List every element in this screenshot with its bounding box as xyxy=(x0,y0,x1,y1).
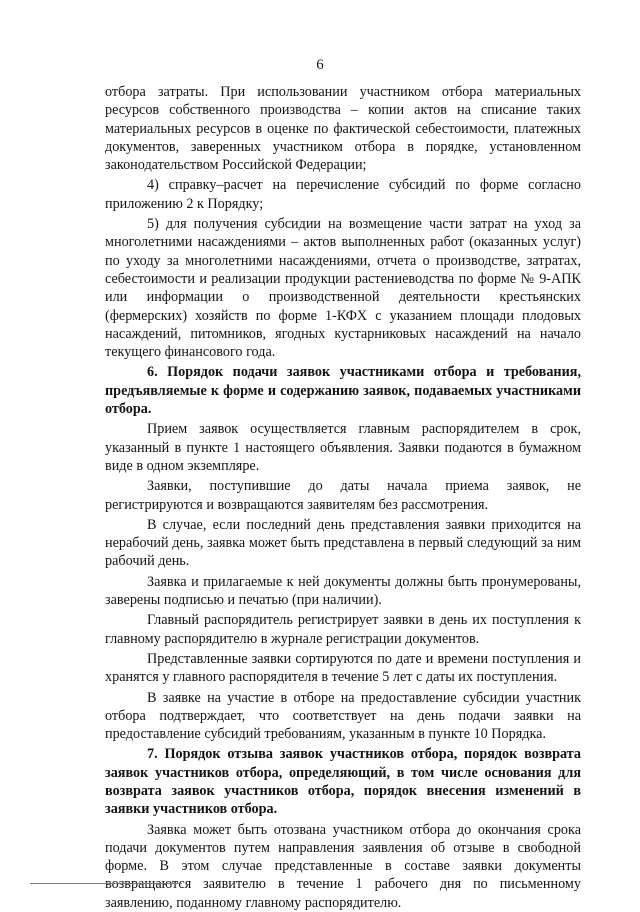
paragraph-registration: Главный распорядитель регистрирует заявки в день их поступления к главному распорядителю в журнале регистрации документов. xyxy=(105,612,581,647)
list-item-4-calculation: 4) справку–расчет на перечисление субсидий по форме согласно приложению 2 к Порядку; xyxy=(105,177,581,212)
list-item-5-perennial-plantings: 5) для получения субсидии на возмещение части затрат на уход за многолетними насаждениями – актов выполненных работ (оказанных услуг) по уходу за многолетними насаждениями, отчета о производстве, затратах, себестоимости и реализации продукции растениеводства по форме № 9-АПК или информации о производственной деятельности крестьянских (фермерских) хозяйств по форме 1-КФХ с указанием площади плодовых насаждений, питомников, ягодных кустарниковых насаждений на начало текущего финансового года. xyxy=(105,216,581,361)
paragraph-application-reception: Прием заявок осуществляется главным распорядителем в срок, указанный в пункте 1 настоящего объявления. Заявки подаются в бумажном виде в одном экземпляре. xyxy=(105,421,581,474)
paragraph-numbering-signature: Заявка и прилагаемые к ней документы должны быть пронумерованы, заверены подписью и печатью (при наличии). xyxy=(105,573,581,609)
paragraph-early-applications: Заявки, поступившие до даты начала приема заявок, не регистрируются и возвращаются заявителям без рассмотрения. xyxy=(105,478,581,513)
section-heading-6: 6. Порядок подачи заявок участниками отбора и требования, предъявляемые к форме и содержанию заявок, подаваемых участниками отбора. xyxy=(105,364,581,418)
paragraph-non-working-day: В случае, если последний день представления заявки приходится на нерабочий день, заявка может быть представлена в первый следующий за ним рабочий день. xyxy=(105,516,581,570)
paragraph-sorting-storage: Представленные заявки сортируются по дате и времени поступления и хранятся у главного распорядителя в течение 5 лет с даты их поступления. xyxy=(105,650,581,686)
paragraph-compliance-confirmation: В заявке на участие в отборе на предоставление субсидии участник отбора подтверждает, что соответствует на день подачи заявки на предоставление субсидий требованиям, указанным в пункте 10 Порядка. xyxy=(105,689,581,743)
page-number: 6 xyxy=(316,57,324,73)
document-body xyxy=(105,83,581,912)
section-heading-7: 7. Порядок отзыва заявок участников отбора, порядок возврата заявок участников отбора, определяющий, в том числе основания для возврата заявок участников отбора, порядок внесения изменений в заявки участников отбора. xyxy=(105,746,581,818)
paragraph-cost-documents: отбора затраты. При использовании участником отбора материальных ресурсов собственного производства – копии актов на списание таких материальных ресурсов в оценке по фактической себестоимости, платежных документов, заверенных участником отбора в порядке, установленном законодательством Российской Федерации; xyxy=(105,84,581,174)
footer-divider xyxy=(30,883,182,884)
paragraph-withdrawal: Заявка может быть отозвана участником отбора до окончания срока подачи документов путем направления заявления об отзыве в свободной форме. В этом случае представленные в составе заявки документы возвращаются заявителю в течение 1 рабочего дня по письменному заявлению, поданному главному распорядителю. xyxy=(105,821,581,911)
